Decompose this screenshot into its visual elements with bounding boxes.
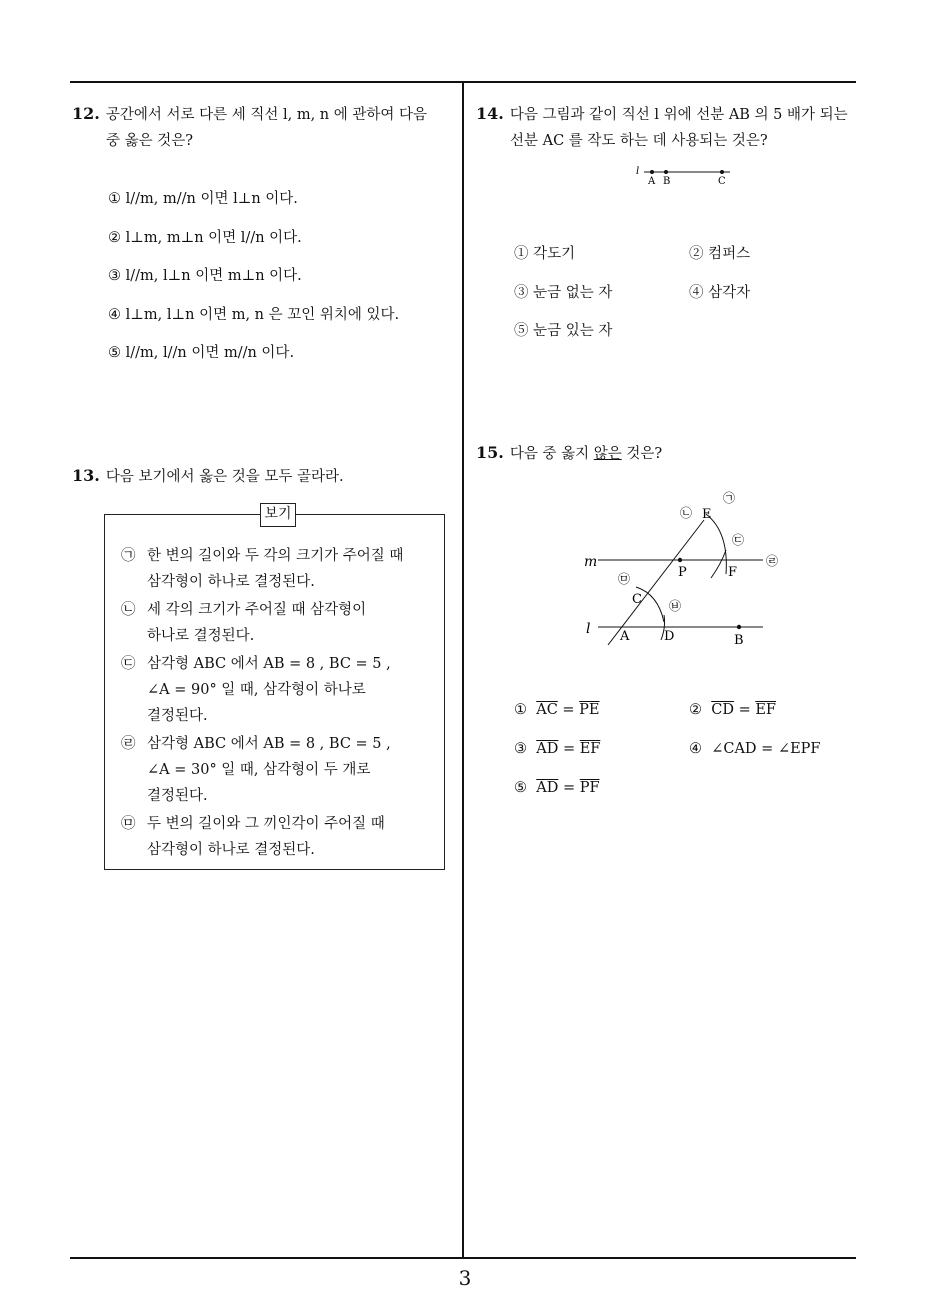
q14-figure (630, 162, 740, 188)
item-line: 삼각형이 하나로 결정된다. (147, 574, 315, 590)
page-number: 3 (458, 1266, 472, 1290)
label-m: m (584, 554, 598, 570)
choice-2[interactable]: ② l⊥m, m⊥n 이면 l//n 이다. (108, 230, 302, 246)
choice-2[interactable]: ② 컴퍼스 (689, 246, 751, 262)
item-line: ∠A = 90° 일 때, 삼각형이 하나로 (147, 682, 366, 698)
q15-figure (576, 482, 796, 652)
label-f: F (728, 565, 738, 580)
operator: = (562, 780, 576, 796)
point-b (737, 625, 741, 629)
segment-left: $\overline{CD}$ (711, 702, 734, 718)
bogi-title: 보기 (260, 503, 296, 527)
choice-4[interactable] (689, 741, 821, 757)
segment-left: $\overline{AD}$ (536, 780, 559, 796)
arc-p-small (711, 550, 726, 578)
arc-p-big (706, 514, 726, 574)
item-mark: ㉡ (121, 602, 136, 618)
question-14 (476, 101, 861, 154)
stem-prefix: 다음 중 옳지 (509, 446, 594, 462)
choice-4[interactable]: ④ 삼각자 (689, 285, 751, 301)
label-l: l (636, 166, 640, 177)
label-circle-5: ㉤ (618, 572, 631, 586)
question-number: 15. (476, 443, 504, 462)
bogi-item-3[interactable] (121, 651, 391, 729)
stem-text: 다음 보기에서 옳은 것을 모두 골라라. (105, 469, 344, 485)
segment-right: $\overline{EF}$ (755, 702, 776, 718)
item-line: 삼각형 ABC 에서 AB = 8 , BC = 5 , (147, 656, 391, 672)
choice-3[interactable]: ③ l//m, l⊥n 이면 m⊥n 이다. (108, 268, 302, 284)
label-d: D (664, 629, 675, 644)
question-13-stem (72, 463, 344, 490)
label-c: C (632, 592, 642, 607)
segment-right: $\overline{PE}$ (579, 702, 600, 718)
operator: = (761, 741, 774, 757)
item-line: 결정된다. (147, 708, 208, 724)
stem-suffix: 것은? (621, 446, 663, 462)
point-a (650, 170, 654, 174)
point-c (720, 170, 724, 174)
choice-3[interactable]: ③ 눈금 없는 자 (514, 285, 613, 301)
choice-num: ① (514, 702, 527, 718)
segment-left: $\overline{AD}$ (536, 741, 559, 757)
stem-line: 공간에서 서로 다른 세 직선 l, m, n 에 관하여 다음 (105, 107, 427, 123)
point-p (678, 558, 682, 562)
operator: = (738, 702, 751, 718)
item-line: 세 각의 크기가 주어질 때 삼각형이 (147, 602, 367, 618)
angle-right: ∠EPF (777, 741, 821, 757)
question-number: 12. (72, 104, 100, 123)
choice-num: ② (689, 702, 702, 718)
segment-right: $\overline{PF}$ (579, 780, 600, 796)
column-divider (462, 81, 464, 1259)
choice-5[interactable]: ⑤ 눈금 있는 자 (514, 323, 613, 339)
item-line: 삼각형 ABC 에서 AB = 8 , BC = 5 , (147, 736, 391, 752)
bottom-rule (70, 1257, 856, 1259)
item-mark: ㉢ (121, 656, 136, 672)
stem-line: 선분 AC 를 작도 하는 데 사용되는 것은? (510, 133, 768, 149)
choice-num: ⑤ (514, 780, 527, 796)
question-14-stem (476, 101, 861, 154)
stem-line: 다음 그림과 같이 직선 l 위에 선분 AB 의 5 배가 되는 (509, 107, 848, 123)
label-c: C (718, 176, 726, 187)
segment-right: $\overline{EF}$ (579, 741, 601, 757)
label-e: E (702, 507, 712, 522)
label-circle-1: ㉠ (723, 491, 736, 505)
choice-5[interactable]: ⑤ l//m, l//n 이면 m//n 이다. (108, 345, 295, 361)
item-line: 결정된다. (147, 788, 208, 804)
item-line: 두 변의 길이와 그 끼인각이 주어질 때 (147, 816, 385, 832)
question-number: 13. (72, 466, 100, 485)
operator: = (562, 741, 576, 757)
choice-5[interactable] (514, 780, 600, 796)
choice-1[interactable]: ① l//m, m//n 이면 l⊥n 이다. (108, 191, 298, 207)
angle-left: ∠CAD (711, 741, 757, 757)
bogi-item-1[interactable] (121, 543, 403, 595)
label-l: l (586, 621, 591, 637)
stem-line: 중 옳은 것은? (106, 133, 194, 149)
choice-num: ③ (514, 741, 527, 757)
bogi-item-2[interactable] (121, 597, 366, 649)
item-line: ∠A = 30° 일 때, 삼각형이 두 개로 (147, 762, 371, 778)
label-b: B (663, 176, 671, 187)
label-a: A (620, 629, 630, 644)
bogi-item-4[interactable] (121, 731, 391, 809)
label-b: B (734, 633, 744, 648)
choice-4[interactable]: ④ l⊥m, l⊥n 이면 m, n 은 꼬인 위치에 있다. (108, 307, 400, 323)
bogi-item-5[interactable] (121, 811, 385, 863)
item-line: 한 변의 길이와 두 각의 크기가 주어질 때 (147, 548, 404, 564)
label-p: P (678, 565, 687, 580)
question-number: 14. (476, 104, 504, 123)
question-12 (72, 101, 460, 154)
label-a: A (648, 176, 656, 187)
item-mark: ㉠ (121, 548, 136, 564)
item-line: 하나로 결정된다. (147, 628, 255, 644)
segment-left: $\overline{AC}$ (536, 702, 558, 718)
item-mark: ㉤ (121, 816, 136, 832)
label-circle-3: ㉢ (732, 533, 745, 547)
stem-underlined: 않은 (593, 446, 622, 462)
choice-num: ④ (689, 741, 702, 757)
label-circle-2: ㉡ (680, 506, 693, 520)
label-circle-6: ㉥ (669, 599, 682, 613)
label-circle-4: ㉣ (766, 554, 779, 568)
choice-1[interactable] (514, 702, 600, 718)
item-line: 삼각형이 하나로 결정된다. (147, 842, 315, 858)
choice-3[interactable] (514, 741, 600, 757)
question-15-stem (476, 440, 662, 467)
operator: = (562, 702, 575, 718)
question-12-stem (72, 101, 460, 154)
choice-2[interactable] (689, 702, 776, 718)
point-b (664, 170, 668, 174)
bogi-box (104, 506, 445, 870)
choice-1[interactable]: ① 각도기 (514, 246, 576, 262)
item-mark: ㉣ (121, 736, 136, 752)
